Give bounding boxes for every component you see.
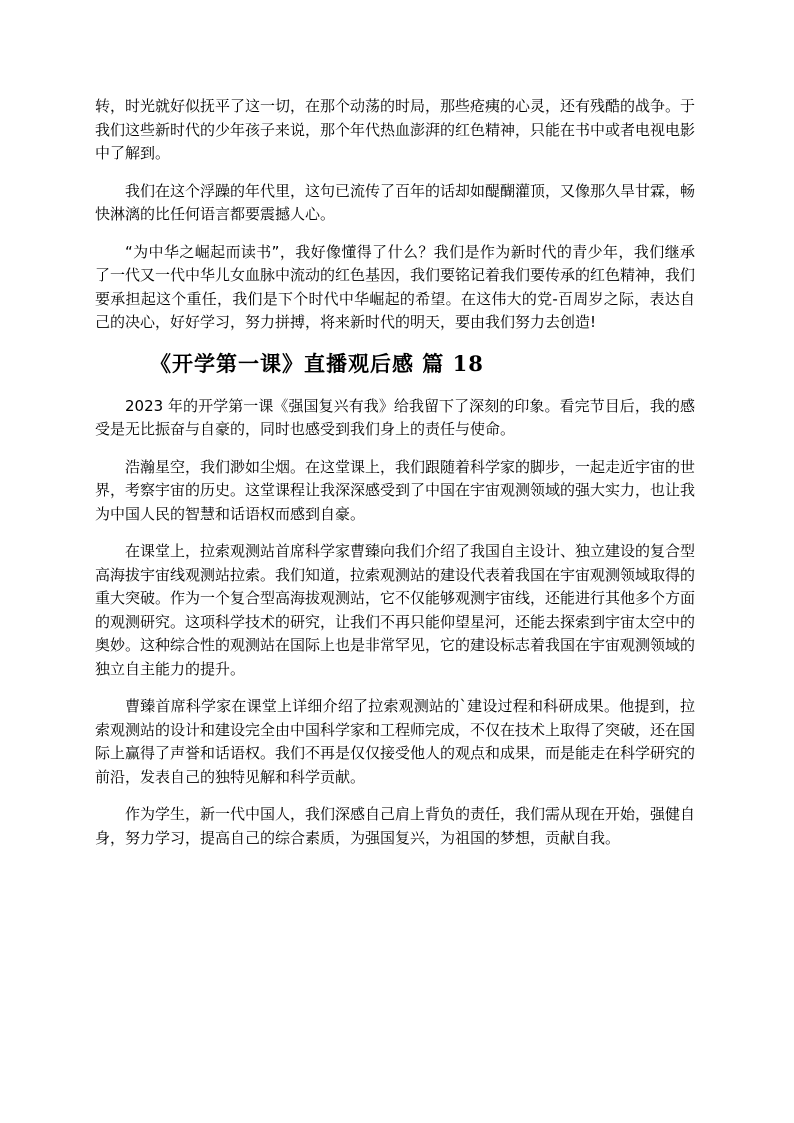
- body-paragraph: 浩瀚星空，我们渺如尘烟。在这堂课上，我们跟随着科学家的脚步，一起走近宇宙的世界，考察宇宙的历史。这堂课程让我深深感受到了中国在宇宙观测领域的强大实力，也让我为中国人民的智慧和话语权而感到自豪。: [95, 457, 696, 523]
- body-paragraph: 我们在这个浮躁的年代里，这句已流传了百年的话却如醍醐灌顶，又像那久旱甘霖，畅快淋漓的比任何语言都要震撼人心。: [95, 181, 696, 223]
- body-paragraph: 曹臻首席科学家在课堂上详细介绍了拉索观测站的`建设过程和科研成果。他提到，拉索观测站的设计和建设完全由中国科学家和工程师完成，不仅在技术上取得了突破，还在国际上赢得了声誉和话语权。我们不再是仅仅接受他人的观点和成果，而是能走在科学研究的前沿，发表自己的独特见解和科学贡献。: [95, 697, 696, 786]
- body-paragraph: 转，时光就好似抚平了这一切，在那个动荡的时局，那些疮痍的心灵，还有残酷的战争。于我们这些新时代的少年孩子来说，那个年代热血澎湃的红色精神，只能在书中或者电视电影中了解到。: [95, 97, 696, 162]
- body-paragraph: “为中华之崛起而读书”，我好像懂得了什么？我们是作为新时代的青少年，我们继承了一代又一代中华儿女血脉中流动的红色基因，我们要铭记着我们要传承的红色精神，我们要承担起这个重任，我们是下个时代中华崛起的希望。在这伟大的党-百周岁之际，表达自己的决心，好好学习，努力拼搏，将来新时代的明天，要由我们努力去创造!: [95, 242, 696, 331]
- document-body: [95, 95, 695, 864]
- body-paragraph: 作为学生，新一代中国人，我们深感自己肩上背负的责任，我们需从现在开始，强健自身，努力学习，提高自己的综合素质，为强国复兴，为祖国的梦想，贡献自我。: [95, 805, 696, 847]
- section-title: 《开学第一课》直播观后感 篇 18: [150, 350, 484, 376]
- body-paragraph: 在课堂上，拉索观测站首席科学家曹臻向我们介绍了我国自主设计、独立建设的复合型高海拔宇宙线观测站拉索。我们知道，拉索观测站的建设代表着我国在宇宙观测领域取得的重大突破。作为一个复合型高海拔观测站，它不仅能够观测宇宙线，还能进行其他多个方面的观测研究。这项科学技术的研究，让我们不再只能仰望星河，还能去探索到宇宙太空中的奥妙。这种综合性的观测站在国际上也是非常罕见，它的建设标志着我国在宇宙观测领域的独立自主能力的提升。: [95, 542, 696, 678]
- body-paragraph: 2023 年的开学第一课《强国复兴有我》给我留下了深刻的印象。看完节目后，我的感受是无比振奋与自豪的，同时也感受到我们身上的责任与使命。: [95, 396, 695, 438]
